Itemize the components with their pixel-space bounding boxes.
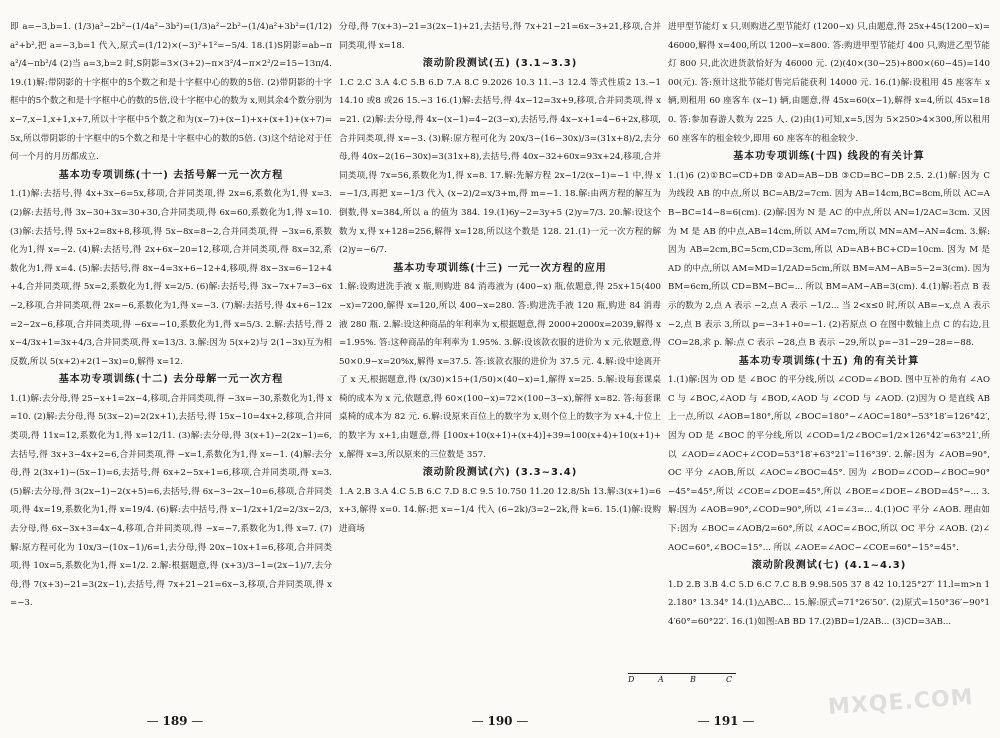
page-number: — 191 — [676, 714, 776, 728]
paragraph: 1.(1)解:去括号,得 4x+3x−6=5x,移项,合并同类项,得 2x=6,系数化为1,得 x=3. (2)解:去括号,得 3x−30+3x=30+30,合并同类项,得 6x=60,系数化为1,得 x=10. (3)解:去括号,得 5x+2=8x+8,移项,得 5x−8x=8−2,合并同类项,得 −3x=6,系数化为1,得 x=−2. (4)解:去括号,得 2x+6x−20=12,移项,合并同类项,得 8x=32,系数化为1,得 x=4. (5)解:去括号,得 8x−4=3x+6−12+4,移项,得 8x−3x=6−12+4+4,合并同类项,得 5x=2,系数化为1,得 x=2/5. (6)解:去括号,得 3x−7x+7=3−6x−2,移项,合并同类项,得 2x=−6,系数化为1,得 x=−3. (7)解:去括号,得 4x+6−12x=2−2x−6,移项,合并同类项,得 −6x=−10,系数化为1,得 x=5/3. 2.解:去括号,得 2x−4/3x+1=3x+4/3,合并同类项,得 x=13/3. 3.解:因为 5(x+2)与 2(1−3x)互为相反数,所以 5(x+2)+2(1−3x)=0,解得 x=12. [10, 189, 332, 367]
point-label: C [726, 675, 733, 684]
page-number: — 190 — [450, 714, 550, 728]
column-1 [10, 18, 332, 698]
point-label: A [658, 675, 664, 684]
paragraph: 1.C 2.C 3.A 4.C 5.B 6.D 7.A 8.C 9.2026 10.3 11.−3 12.4 等式性质2 13.−1 14.10 或8 或26 15.−3 16.(1)解:去括号,得 4x−12=3x+9,移项,合并同类项,得 x=21. (2)解:去分母,得 4x−(x−1)=4−2(3−x),去括号,得 4x−x+1=4−6+2x,移项,合并同类项,得 x=−3. (3)解:原方程可化为 20x/3−(16−30x)/3=(31x+8)/2,去分母,得 40x−2(16−30x)=3(31x+8),去括号,得 40x−32+60x=93x+24,移项,合并同类项,得 7x=56,系数化为1,得 x=8. 17.解:先解方程 2x−1/2(x−1)=−1 中,得 x=−1/3,再把 x=−1/3 代入 (x−2)/2=x/3+m,得 m=−1. 18.解:由两方程的解互为倒数,得 x=384,所以 a 的值为 384. 19.(1)6y−2=3y+5 (2)y=7/3. 20.解:设这个数为 x,得 x+128=256,解得 x=128,所以这个数是 128. 21.(1)一元一次方程的解 (2)y=−6/7. [339, 77, 661, 256]
watermark-logo [816, 672, 986, 732]
column-3 [668, 18, 990, 698]
paragraph: 进甲型节能灯 x 只,则购进乙型节能灯 (1200−x) 只,由题意,得 25x+45(1200−x)=46000,解得 x=400,所以 1200−x=800. 答:购进甲型节能灯 400 只,购进乙型节能灯 800 只,此次进货款恰好为 46000 元. (2)(40×(30−25)+800×(60−45)=14000(元). 答:预计这批节能灯售完后能获利 14000 元. 16.(1)解:设租用 45 座客车 x 辆,则租用 60 座客车 (x−1) 辆,由题意,得 45x=60(x−1),解得 x=4,所以 45x=180. 答:参加春游人数为 225 人. (2)由(1)可知,x=5,因为 5×250>4×300,所以租用 60 座客车的租金较少,即用 60 座客车的租金较少. [668, 22, 990, 144]
page-number: — 189 — [125, 714, 225, 728]
paragraph: 1.(1)6 (2)①BC=CD+DB ②AD=AB−DB ③CD=BC−DB 2.5. 2.(1)解:因为 C 为线段 AB 的中点,所以 BC=AB/2=7cm. 因为 AB=14cm,BC=8cm,所以 AC=AB−BC=14−8=6(cm). (2)解:因为 N 是 AC 的中点,所以 AN=1/2AC=3cm. 又因为 M 是 AB 的中点,AB=14cm,所以 AM=7cm,所以 MN=AM−AN=4cm. 3.解:因为 AB=2cm,BC=5cm,CD=3cm,所以 AD=AB+BC+CD=10cm. 因为 M 是 AD 的中点,所以 AM=MD=1/2AD=5cm,所以 BM=AM−AB=5−2=3(cm). 因为 BM=6cm,所以 CD=BM−BC=... 所以 BM=AM−AB=3(cm). 4.(1)解:若点 B 表示的数为 2,点 A 表示 −2,点 A 表示 −1/2... 当 2<x≤0 时,所以 AB=−x,点 A 表示 −2,点 B 表示 3,所以 p=−3+1+0=−1. (2)若原点 O 在图中数轴上点 C 的右边,且 CO=28,求 p. 解:点 C 表示 −28,点 B 表示 −29,所以 p=−31−29−28=−88. [668, 170, 990, 349]
paragraph: 1.(1)解:去分母,得 25−x+1=2x−4,移项,合并同类项,得 −3x=−30,系数化为1,得 x=10. (2)解:去分母,得 5(3x−2)=2(2x+1),去括号,得 15x−10=4x+2,移项,合并同类项,得 11x=12,系数化为1,得 x=12/11. (3)解:去分母,得 3(x+1)−2(2x−1)=6,去括号,得 3x+3−4x+2=6,合并同类项,得 −x=1,系数化为1,得 x=−1. (4)解:去分母,得 2(3x+1)−(5x−1)=6,去括号,得 6x+2−5x+1=6,移项,合并同类项,得 x=3. (5)解:去分母,得 3(2x−1)−2(x+5)=6,去括号,得 6x−3−2x−10=6,移项,合并同类项,得 4x=19,系数化为1,得 x=19/4. (6)解:去中括号,得 x−1/2x+1/2=2/3x−2/3,去分母,得 6x−3x+3=4x−4,移项,合并同类项,得 −x=−7,系数化为1,得 x=7. (7)解:原方程可化为 10x/3−(10x−1)/6=1,去分母,得 20x−10x+1=6,移项,合并同类项,得 10x=5,系数化为1,得 x=1/2. 2.解:根据题意,得 (x+3)/3−1=(2x−1)/7,去分母,得 7(x+3)−21=3(2x−1),去括号,得 7x+21−21=6x−3,移项,合并同类项,得 x=−3. [10, 393, 332, 609]
paragraph: 分母,得 7(x+3)−21=3(2x−1)+21,去括号,得 7x+21−21=6x−3+21,移项,合并同类项,得 x=18. [339, 22, 661, 51]
column-2 [339, 18, 661, 698]
section-heading: 基本功专项训练(十五) 角的有关计算 [738, 355, 920, 367]
section-heading: 滚动阶段测试(六) (3.3~3.4) [422, 467, 578, 479]
watermark-text: MXQE.COM [827, 684, 975, 720]
number-line-axis [628, 673, 736, 674]
number-line-figure [628, 664, 738, 690]
paragraph: 即 a=−3,b=1. (1/3)a²−2b²−(1/4a²−3b²)=(1/3)a²−2b²−(1/4)a²+3b²=(1/12)a²+b²,把 a=−3,b=1 代入,原式=(1/12)×(−3)²+1²=−5/4. 18.(1)S阴影=ab−πa²/4−πb²/4 (2)当 a=3,b=2 时,S阴影=3×(3+2)−π×3²/4−π×2²/2=15−13π/4. 19.(1)解:带阴影的十字框中的5个数之和是十字框中心的数的5倍. (2)带阴影的十字框中的5个数之和是十字框中心的数的5倍,设十字框中心的数为 x,则其余4个数分别为 x−7,x−1,x+1,x+7,所以十字框中5个数之和为(x−7)+(x−1)+x+(x+1)+(x+7)=5x,所以带阴影的十字框中的5个数之和是十字框中心的数的5倍. (3)这个结论对于任何一个月的月历都成立. [10, 22, 332, 163]
point-label: B [690, 675, 696, 684]
paragraph: 1.A 2.B 3.A 4.C 5.B 6.C 7.D 8.C 9.5 10.750 11.20 12.8/5h 13.解:3(x+1)=6x+3,解得 x=0. 14.解:把 x=−1/4 代入 (6−2k)/3=2−2k,得 k=6. 15.(1)解:设购进商场 [339, 486, 661, 535]
paragraph: 1.D 2.B 3.B 4.C 5.D 6.C 7.C 8.B 9.98.505 37 8 42 10.125°27′ 11.l=m>n 12.180° 13.34° 14.(1)△ABC... 15.解:原式=71°26′50″. (2)原式=150°36′−90°14′60°=60°22′. 16.(1)如图:AB BD 17.(2)BD=1/2AB... (3)CD=3AB... [668, 579, 990, 627]
section-heading: 基本功专项训练(十三) 一元一次方程的应用 [393, 262, 607, 274]
point-label: D [628, 675, 635, 684]
paragraph: 1.解:设购进洗手液 x 瓶,则购进 84 消毒液为 (400−x) 瓶,依题意,得 25x+15(400−x)=7200,解得 x=120,所以 400−x=280. 答:购进洗手液 120 瓶,购进 84 消毒液 280 瓶. 2.解:设这种商品的年利率为 x,根据题意,得 2000+2000x=2039,解得 x=1.95%. 答:这种商品的年利率为 1.95%. 3.解:设该款衣服的进价为 x 元,依题意,得 50×0.9−x=20%x,解得 x=37.5. 答:该款衣服的进价为 37.5 元. 4.解:设中途离开了 x 天,根据题意,得 (x/30)×15+(1/50)×(40−x)=1,解得 x=25. 5.解:设每套课桌椅的成本为 x 元,依题意,得 60×(100−x)=72×(100−3−x),解得 x=82. 答:每套课桌椅的成本为 82 元. 6.解:设原来百位上的数字为 x,则个位上的数字为 x+4,十位上的数字为 x+1,由题意,得 [100x+10(x+1)+(x+4)]+39=100(x+4)+10(x+1)+x,解得 x=3,所以原来的三位数是 357. [339, 282, 661, 460]
section-heading: 滚动阶段测试(七) (4.1~4.3) [751, 560, 907, 572]
section-heading: 基本功专项训练(十一) 去括号解一元一次方程 [58, 169, 284, 181]
section-heading: 基本功专项训练(十四) 线段的有关计算 [733, 151, 925, 163]
paragraph: 1.(1)解:因为 OD 是 ∠BOC 的平分线,所以 ∠COD=∠BOD. 图中互补的角有 ∠AOC 与 ∠BOC,∠AOD 与 ∠BOD,∠AOD 与 ∠COD 与 ∠AOD. (2)因为 O 是直线 AB 上一点,所以 ∠AOB=180°,所以 ∠BOC=180°−∠AOC=180°−53°18′=126°42′,因为 OD 是 ∠BOC 的平分线,所以 ∠COD=1/2∠BOC=1/2×126°42′=63°21′,所以 ∠AOD=∠AOC+∠COD=53°18′+63°21′=116°39′. 2.解:因为 ∠AOB=90°,OC 平分 ∠AOB,所以 ∠AOC=∠BOC=45°. 因为 ∠BOD=∠COD−∠BOC=90°−45°=45°,所以 ∠COE=∠DOE=45°,所以 ∠BOE=∠DOE−∠BOD=45°−... 3.解:因为 ∠AOB=90°,∠COD=90°,所以 ∠1=∠3=... 4.(1)OC 平分 ∠AOB. 理由如下:因为 ∠BOC=∠AOB/2=60°,所以 ∠AOC=∠BOC,所以 OC 平分 ∠AOB. (2)∠AOC=60°,∠BOC=15°... 所以 ∠AOE=∠AOC−∠COE=60°−15°=45°. [668, 375, 990, 553]
section-heading: 滚动阶段测试(五) (3.1~3.3) [422, 58, 578, 70]
section-heading: 基本功专项训练(十二) 去分母解一元一次方程 [58, 374, 284, 386]
